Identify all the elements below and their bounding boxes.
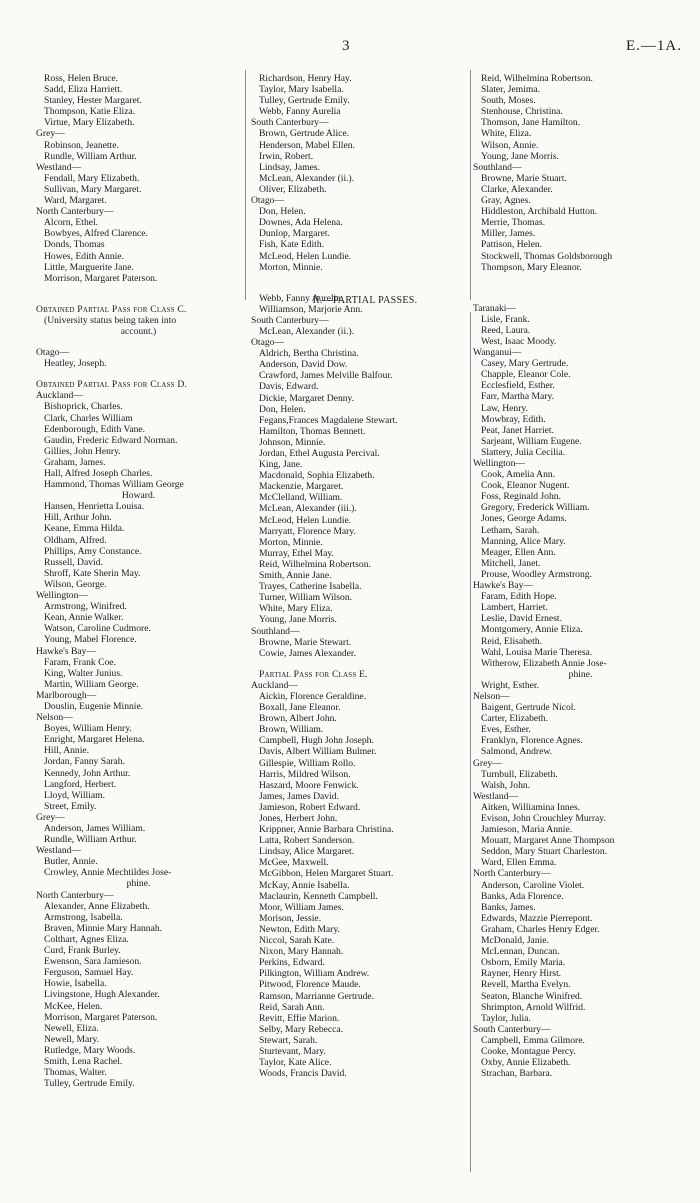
name-entry: James, James David.	[259, 790, 339, 802]
name-entry: Campbell, Hugh John Joseph.	[259, 735, 374, 747]
name-entry: Howard.	[121, 490, 156, 502]
name-entry: Reid, Wilhelmina Robertson.	[259, 558, 371, 570]
name-entry: Rayner, Henry Hirst.	[481, 968, 562, 980]
name-entry: Livingstone, Hugh Alexander.	[44, 989, 160, 1001]
name-entry: Morrison, Margaret Paterson.	[44, 272, 158, 284]
name-entry: phine.	[126, 878, 151, 890]
name-entry: Smith, Annie Jane.	[259, 570, 332, 582]
name-entry: Aitken, Williamina Innes.	[481, 801, 581, 813]
name-entry: Merrie, Thomas.	[481, 217, 546, 229]
name-entry: Nixon, Mary Hannah.	[259, 946, 344, 958]
name-entry: Brown, Albert John.	[259, 713, 337, 725]
name-entry: Heatley, Joseph.	[44, 358, 107, 370]
name-entry: Anderson, James William.	[44, 823, 146, 834]
name-entry: Bowbyes, Alfred Clarence.	[44, 228, 148, 240]
name-entry: Hiddleston, Archibald Hutton.	[481, 206, 598, 218]
name-entry: Meager, Ellen Ann.	[481, 546, 556, 558]
name-entry: Pitwood, Florence Maude.	[259, 979, 361, 991]
name-entry: Farr, Martha Mary.	[481, 391, 555, 403]
name-entry: Hill, Arthur John.	[44, 512, 112, 524]
name-entry: McLean, Alexander (ii.).	[259, 172, 355, 184]
name-entry: Oxby, Annie Elizabeth.	[481, 1057, 571, 1069]
name-entry: Banks, James.	[481, 901, 536, 913]
name-entry: Revell, Martha Evelyn.	[481, 979, 571, 991]
name-entry: Henderson, Mabel Ellen.	[259, 139, 355, 151]
district-heading: Wellington—	[36, 590, 88, 602]
name-entry: Miller, James.	[481, 228, 536, 240]
name-entry: Boxall, Jane Eleanor.	[259, 702, 341, 714]
district-heading: South Canterbury—	[473, 1023, 551, 1035]
name-entry: Street, Emily.	[44, 800, 97, 812]
name-entry: Jamieson, Robert Edward.	[259, 801, 361, 813]
name-entry: Phillips, Amy Constance.	[44, 545, 142, 557]
name-entry: Strachan, Barbara.	[481, 1068, 553, 1080]
name-entry: Baigent, Gertrude Nicol.	[481, 702, 576, 714]
name-entry: Franklyn, Florence Agnes.	[481, 735, 583, 747]
name-entry: Oldham, Alfred.	[44, 534, 107, 546]
column-1	[36, 73, 241, 1089]
name-entry: Morton, Minnie.	[259, 536, 323, 548]
name-entry: Webb, Fanny Aurelia.	[259, 292, 343, 304]
name-entry: Butler, Annie.	[44, 856, 98, 868]
name-entry: Niccol, Sarah Kate.	[259, 935, 335, 947]
name-entry: Langford, Herbert.	[44, 778, 117, 790]
name-entry: Boyes, William Henry.	[44, 723, 132, 735]
name-entry: Reid, Wilhelmina Robertson.	[481, 73, 593, 84]
name-entry: McLeod, Helen Lundie.	[259, 514, 352, 526]
name-entry: Latta, Robert Sanderson.	[259, 835, 355, 847]
name-entry: Gregory, Frederick William.	[481, 502, 590, 514]
name-entry: McLeod, Helen Lundie.	[259, 250, 352, 262]
name-entry: Armstrong, Winifred.	[44, 601, 127, 613]
name-entry: Virtue, Mary Elizabeth.	[44, 117, 135, 129]
name-entry: Sadd, Eliza Harriett.	[44, 84, 123, 96]
name-entry: Rundle, William Arthur.	[44, 150, 137, 162]
name-entry: Kennedy, John Arthur.	[44, 767, 131, 779]
name-entry: Colthart, Agnes Eliza.	[44, 933, 129, 945]
name-entry: Mowbray, Edith.	[481, 413, 546, 425]
name-entry: Stanley, Hester Margaret.	[44, 95, 142, 107]
district-heading: Southland—	[473, 161, 522, 173]
name-entry: McDonald, Janie.	[481, 935, 549, 947]
name-entry: Sullivan, Mary Margaret.	[44, 183, 142, 195]
district-heading: South Canterbury—	[251, 117, 329, 129]
name-entry: Lindsay, James.	[259, 161, 320, 173]
district-heading: Otago—	[36, 347, 70, 359]
district-heading: Hawke's Bay—	[36, 645, 97, 657]
name-entry: Banks, Ada Florence.	[481, 890, 564, 902]
name-entry: (University status being taken into	[44, 314, 177, 326]
name-entry: Manning, Alice Mary.	[481, 535, 566, 547]
name-entry: Braven, Minnie Mary Hannah.	[44, 922, 163, 934]
name-entry: Richardson, Henry Hay.	[259, 73, 352, 84]
name-entry: Taylor, Julia.	[481, 1012, 531, 1024]
name-entry: Lloyd, William.	[44, 789, 105, 801]
name-entry: Montgomery, Annie Eliza.	[481, 624, 583, 636]
name-entry: Stockwell, Thomas Goldsborough	[481, 250, 613, 262]
line-spacer	[36, 284, 241, 294]
name-entry: Turner, William Wilson.	[259, 592, 353, 604]
name-entry: Robinson, Jeanette.	[44, 139, 119, 151]
name-entry: Anderson, Caroline Violet.	[481, 879, 585, 891]
name-entry: Johnson, Minnie.	[259, 436, 326, 448]
name-entry: Young, Jane Morris.	[259, 614, 337, 626]
name-entry: Law, Henry.	[481, 402, 528, 414]
name-entry: Morison, Jessie.	[259, 912, 322, 924]
district-heading: North Canterbury—	[36, 889, 114, 901]
name-entry: Thomas, Walter.	[44, 1067, 107, 1079]
district-heading: Westland—	[473, 790, 519, 802]
name-entry: Edenborough, Edith Vane.	[44, 423, 146, 435]
name-entry: West, Isaac Moody.	[481, 335, 557, 347]
name-entry: Sturtevant, Mary.	[259, 1045, 326, 1057]
district-heading: Grey—	[36, 128, 65, 140]
name-entry: McKee, Helen.	[44, 1000, 103, 1012]
name-entry: Wilson, Annie.	[481, 139, 539, 151]
name-entry: Thomson, Jane Hamilton.	[481, 117, 581, 129]
name-entry: Thompson, Katie Eliza.	[44, 106, 136, 118]
name-entry: Alexander, Anne Elizabeth.	[44, 900, 150, 912]
name-entry: Woods, Francis David.	[259, 1068, 347, 1080]
line-spacer	[251, 659, 481, 669]
name-entry: Enright, Margaret Helena.	[44, 734, 145, 746]
district-heading: Marlborough—	[36, 689, 97, 701]
name-entry: Davis, Edward.	[259, 381, 319, 393]
column-3	[473, 73, 688, 1079]
name-entry: Wright, Esther.	[481, 679, 539, 691]
name-entry: Howie, Isabella.	[44, 978, 107, 990]
name-entry: account.)	[120, 325, 157, 337]
name-entry: Fendall, Mary Elizabeth.	[44, 172, 140, 184]
district-heading: Westland—	[36, 161, 82, 173]
line-spacer	[36, 294, 241, 304]
page-number: 3	[342, 38, 350, 54]
name-entry: Browne, Marie Stewart.	[259, 636, 352, 648]
name-entry: Brown, Gertrude Alice.	[259, 128, 350, 140]
name-entry: Shroff, Kate Sherin May.	[44, 567, 141, 579]
district-heading: Otago—	[251, 195, 285, 207]
name-entry: Tulley, Gertrude Emily.	[259, 95, 350, 107]
name-entry: Morrison, Margaret Paterson.	[44, 1011, 158, 1023]
name-entry: Aldrich, Bertha Christina.	[259, 348, 359, 360]
name-entry: Ramson, Marrianne Gertrude.	[259, 990, 375, 1002]
name-entry: Ross, Helen Bruce.	[44, 73, 119, 84]
name-entry: Taylor, Kate Alice.	[259, 1057, 332, 1069]
name-entry: Watson, Caroline Cudmore.	[44, 623, 151, 635]
name-entry: Hill, Annie.	[44, 745, 90, 757]
name-entry: Macdonald, Sophia Elizabeth.	[259, 470, 375, 482]
name-entry: Aickin, Florence Geraldine.	[259, 690, 367, 702]
name-entry: Wahl, Louisa Marie Theresa.	[481, 646, 593, 658]
name-entry: Morton, Minnie.	[259, 261, 323, 273]
name-entry: Peat, Janet Harriet.	[481, 424, 554, 436]
name-entry: Hall, Alfred Joseph Charles.	[44, 468, 153, 479]
name-entry: Graham, Charles Henry Edger.	[481, 923, 600, 935]
name-entry: South, Moses.	[481, 95, 536, 107]
name-entry: Clark, Charles William	[44, 412, 133, 424]
name-entry: Pattison, Helen.	[481, 239, 543, 251]
district-heading: Wellington—	[473, 458, 525, 469]
name-entry: Cook, Amelia Ann.	[481, 469, 556, 481]
name-entry: Gillespie, William Rollo.	[259, 757, 356, 769]
column-rule-1	[245, 70, 246, 300]
district-heading: Grey—	[473, 757, 502, 769]
line-spacer	[36, 369, 241, 379]
name-entry: Douslin, Eugenie Minnie.	[44, 700, 144, 712]
name-entry: Witherow, Elizabeth Annie Jose-	[481, 657, 607, 669]
name-entry: Armstrong, Isabella.	[44, 911, 123, 923]
name-entry: King, Jane.	[259, 459, 303, 471]
name-entry: Davis, Albert William Bulmer.	[259, 746, 377, 758]
name-entry: Gaudin, Frederic Edward Norman.	[44, 434, 178, 446]
district-heading: Otago—	[251, 337, 285, 349]
name-entry: McClelland, William.	[259, 492, 343, 504]
name-entry: Ward, Margaret.	[44, 195, 107, 207]
name-entry: Edwards, Mazzie Pierrepont.	[481, 912, 593, 924]
name-entry: Wilson, George.	[44, 578, 107, 590]
name-entry: Mackenzie, Margaret.	[259, 481, 344, 493]
name-entry: Jordan, Fanny Sarah.	[44, 756, 125, 768]
name-entry: Walsh, John.	[481, 779, 531, 791]
section-title-partial-passes: II.—PARTIAL PASSES.	[312, 295, 418, 306]
name-entry: Pilkington, William Andrew.	[259, 968, 370, 980]
name-entry: Campbell, Emma Gilmore.	[481, 1034, 585, 1046]
name-entry: Crawford, James Melville Balfour.	[259, 370, 393, 382]
name-entry: Prouse, Woodley Armstrong.	[481, 568, 592, 580]
line-spacer	[251, 283, 481, 293]
district-heading: Hawke's Bay—	[473, 580, 534, 592]
name-entry: Donds, Thomas	[44, 239, 105, 251]
name-entry: Young, Jane Morris.	[481, 150, 559, 162]
name-entry: Cooke, Montague Percy.	[481, 1045, 576, 1057]
name-entry: Casey, Mary Gertrude.	[481, 358, 569, 370]
name-entry: Fish, Kate Edith.	[259, 239, 325, 251]
name-entry: Jones, George Adams.	[481, 513, 567, 525]
district-heading: Nelson—	[36, 712, 73, 724]
name-entry: McGibbon, Helen Margaret Stuart.	[259, 868, 394, 880]
district-heading: Nelson—	[473, 690, 510, 702]
name-entry: Faram, Frank Coe.	[44, 656, 116, 668]
name-entry: Oliver, Elizabeth.	[259, 183, 327, 195]
name-entry: Taylor, Mary Isabella.	[259, 84, 344, 96]
name-entry: McKay, Annie Isabella.	[259, 879, 350, 891]
line-spacer	[473, 283, 688, 293]
name-entry: Trayes, Catherine Isabella.	[259, 581, 362, 593]
name-entry: Don, Helen.	[259, 403, 306, 415]
district-heading: North Canterbury—	[36, 206, 114, 218]
name-entry: Turnbull, Elizabeth.	[481, 768, 558, 780]
name-entry: Ward, Ellen Emma.	[481, 857, 557, 869]
name-entry: Graham, James.	[44, 456, 106, 468]
name-entry: Gillies, John Henry.	[44, 445, 121, 457]
name-entry: Rutledge, Mary Woods.	[44, 1044, 136, 1056]
name-entry: Howes, Edith Annie.	[44, 250, 124, 262]
name-entry: Russell, David.	[44, 556, 103, 568]
name-entry: Krippner, Annie Barbara Christina.	[259, 824, 394, 836]
name-entry: Perkins, Edward.	[259, 957, 325, 969]
name-entry: McLennan, Duncan.	[481, 946, 560, 958]
name-entry: Ecclesfield, Esther.	[481, 380, 555, 392]
name-entry: Eves, Esther.	[481, 724, 531, 736]
name-entry: Carter, Elizabeth.	[481, 713, 549, 725]
name-entry: Gray, Agnes.	[481, 195, 531, 207]
name-entry: Lambert, Harriet.	[481, 602, 548, 614]
name-entry: Chapple, Eleanor Cole.	[481, 369, 571, 381]
name-entry: Evison, John Crouchley Murray.	[481, 813, 606, 824]
district-heading: Grey—	[36, 811, 65, 823]
name-entry: Dunlop, Margaret.	[259, 228, 330, 240]
name-entry: Clarke, Alexander.	[481, 183, 553, 195]
name-entry: Faram, Edith Hope.	[481, 591, 557, 603]
district-heading: South Canterbury—	[251, 314, 329, 326]
name-entry: Hamilton, Thomas Bennett.	[259, 425, 366, 437]
name-entry: Seddon, Mary Stuart Charleston.	[481, 846, 608, 858]
name-entry: Letham, Sarah.	[481, 524, 540, 536]
section-heading: Partial Pass for Class E.	[259, 668, 368, 680]
name-entry: Hansen, Henrietta Louisa.	[44, 501, 145, 513]
document-reference: E.—1A.	[626, 38, 682, 54]
name-entry: Smith, Lena Rachel.	[44, 1055, 123, 1067]
name-entry: McLean, Alexander (iii.).	[259, 503, 357, 515]
name-entry: White, Mary Eliza.	[259, 603, 333, 615]
name-entry: Seaton, Blanche Winifred.	[481, 990, 583, 1002]
name-entry: Moor, William James.	[259, 901, 344, 913]
name-entry: Salmond, Andrew.	[481, 746, 553, 758]
name-entry: Anderson, David Dow.	[259, 359, 348, 371]
name-entry: Jones, Herbert John.	[259, 813, 338, 824]
line-spacer	[36, 337, 241, 347]
district-heading: North Canterbury—	[473, 868, 551, 880]
district-heading: Taranaki—	[473, 302, 517, 314]
name-entry: McLean, Alexander (ii.).	[259, 325, 355, 337]
name-entry: Webb, Fanny Aurelia	[259, 106, 341, 118]
district-heading: Southland—	[251, 625, 300, 637]
name-entry: Stewart, Sarah.	[259, 1034, 318, 1046]
column-2	[251, 73, 481, 1079]
name-entry: Revitt, Effie Marion.	[259, 1012, 340, 1024]
name-entry: Newell, Eliza.	[44, 1022, 99, 1034]
section-heading: Obtained Partial Pass for Class C.	[36, 303, 187, 315]
line-spacer	[473, 273, 688, 283]
name-entry: Brown, William.	[259, 724, 324, 736]
name-entry: Osborn, Emily Maria.	[481, 957, 566, 969]
name-entry: Browne, Marie Stuart.	[481, 172, 567, 184]
name-entry: Shrimpton, Arnold Wilfrid.	[481, 1001, 586, 1013]
name-entry: Reid, Elisabeth.	[481, 635, 543, 647]
name-entry: Jordan, Ethel Augusta Percival.	[259, 448, 380, 459]
name-entry: Mitchell, Janet.	[481, 557, 541, 569]
district-heading: Auckland—	[251, 679, 298, 691]
name-entry: Newell, Mary.	[44, 1033, 100, 1045]
name-entry: Rundle, William Arthur.	[44, 834, 137, 846]
name-entry: Stenhouse, Christina.	[481, 106, 563, 118]
name-entry: Thompson, Mary Eleanor.	[481, 261, 582, 273]
name-entry: Lisle, Frank.	[481, 313, 530, 325]
name-entry: Little, Marguerite Jane.	[44, 261, 134, 273]
name-entry: McGee, Maxwell.	[259, 857, 329, 869]
name-entry: Mouatt, Margaret Anne Thompson	[481, 835, 615, 847]
name-entry: Newton, Edith Mary.	[259, 923, 340, 935]
name-entry: Selby, Mary Rebecca.	[259, 1023, 344, 1035]
name-entry: Murray, Ethel May.	[259, 547, 334, 559]
name-entry: Cook, Eleanor Nugent.	[481, 480, 570, 492]
district-heading: Wanganui—	[473, 347, 522, 359]
name-entry: Lindsay, Alice Margaret.	[259, 846, 355, 858]
name-entry: Cowie, James Alexander.	[259, 647, 356, 659]
section-heading: Obtained Partial Pass for Class D.	[36, 379, 188, 391]
name-entry: Downes, Ada Helena.	[259, 217, 343, 229]
name-entry: Don, Helen.	[259, 206, 306, 218]
name-entry: Marryatt, Florence Mary.	[259, 525, 356, 537]
name-entry: Leslie, David Ernest.	[481, 613, 562, 625]
name-entry: Ewenson, Sara Jamieson.	[44, 956, 142, 968]
name-entry: White, Eliza.	[481, 128, 532, 140]
name-entry: Reed, Laura.	[481, 324, 531, 336]
name-entry: Dickie, Margaret Denny.	[259, 392, 355, 404]
name-entry: Harris, Mildred Wilson.	[259, 768, 351, 780]
name-entry: Tulley, Gertrude Emily.	[44, 1078, 135, 1090]
name-entry: Kean, Annie Walker.	[44, 612, 124, 624]
name-entry: Martin, William George.	[44, 678, 139, 690]
name-entry: phine.	[568, 668, 593, 680]
name-entry: Williamson, Marjorie Ann.	[259, 303, 363, 315]
name-entry: Slattery, Julia Cecilia.	[481, 446, 566, 458]
name-entry: Fegans,Frances Magdalene Stewart.	[259, 414, 398, 426]
name-entry: Hammond, Thomas William George	[44, 479, 184, 491]
name-entry: Irwin, Robert.	[259, 150, 314, 162]
name-entry: Ferguson, Samuel Hay.	[44, 967, 134, 979]
name-entry: Slater, Jemima.	[481, 84, 541, 96]
name-entry: Reid, Sarah Ann.	[259, 1001, 325, 1013]
name-entry: Curd, Frank Burley.	[44, 945, 121, 957]
name-entry: Crowley, Annie Mechtildes Jose-	[44, 867, 172, 879]
district-heading: Westland—	[36, 845, 82, 857]
name-entry: Foss, Reginald John.	[481, 491, 561, 503]
name-entry: Sarjeant, William Eugene.	[481, 435, 582, 447]
name-entry: Maclaurin, Kenneth Campbell.	[259, 890, 378, 902]
name-entry: Haszard, Moore Fenwick.	[259, 779, 359, 791]
name-entry: Jamieson, Maria Annie.	[481, 824, 573, 836]
name-entry: Young, Mabel Florence.	[44, 634, 137, 646]
district-heading: Auckland—	[36, 390, 83, 402]
name-entry: Keane, Emma Hilda.	[44, 523, 125, 535]
line-spacer	[251, 273, 481, 283]
line-spacer	[473, 293, 688, 303]
name-entry: Bishoprick, Charles.	[44, 401, 123, 413]
name-entry: King, Walter Junius.	[44, 667, 123, 679]
name-entry: Alcorn, Ethel.	[44, 217, 99, 229]
